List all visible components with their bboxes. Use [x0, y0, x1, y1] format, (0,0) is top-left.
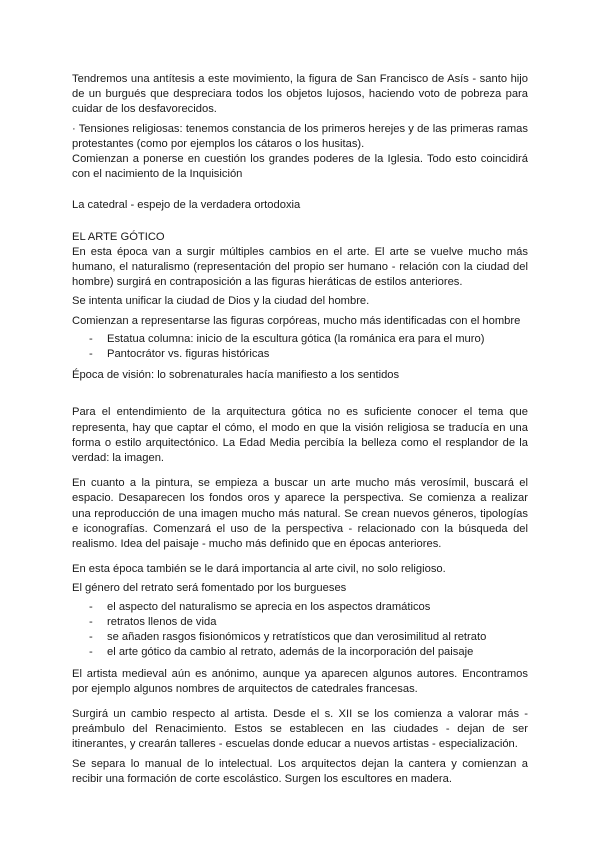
paragraph-figuras-corporeas: Comienzan a representarse las figuras corpóreas, mucho más identificadas con el hombre [72, 314, 521, 327]
dash-bullet: - [89, 646, 93, 659]
list-item [72, 645, 528, 660]
list-item-text: el arte gótico da cambio al retrato, además de la incorporación del paisaje [107, 646, 474, 659]
paragraph-pintura: En cuanto a la pintura, se empieza a buscar un arte mucho más verosímil, buscará el espacio. Desaparecen los fondos oros y aparece la perspectiva. Se comienza a realizar una reproducción de una imagen mucho más natural. Se crean nuevos géneros, tipologías e iconografías. Comenzará el uso de la perspectiva - relacionado con la búsqueda del realismo. Idea del paisaje - mucho más definido que en épocas anteriores. [72, 477, 528, 551]
list-item [72, 630, 528, 645]
list-item [72, 332, 528, 347]
dash-bullet: - [89, 600, 93, 613]
dash-bullet: - [89, 615, 93, 628]
paragraph-arquitectura-gotica: Para el entendimiento de la arquitectura gótica no es suficiente conocer el tema que representa, hay que captar el cómo, el modo en que la visión religiosa se traducía en una forma o estilo arquitectónico. La Edad Media percibía la belleza como el resplandor de la verdad: la imagen. [72, 406, 528, 465]
paragraph-epoca-vision: Época de visión: lo sobrenaturales hacía manifiesto a los sentidos [72, 369, 400, 382]
paragraph-artista-medieval: El artista medieval aún es anónimo, aunque ya aparecen algunos autores. Encontramos por ejemplo algunos nombres de arquitectos de catedrales francesas. [72, 667, 528, 695]
paragraph-manual-intelectual: Se separa lo manual de lo intelectual. Los arquitectos dejan la cantera y comienzan a recibir una formación de corte escolástico. Surgen los escultores en madera. [72, 757, 528, 785]
list-item [72, 347, 528, 362]
section-heading: EL ARTE GÓTICO [72, 230, 165, 243]
paragraph-cambio-artista: Surgirá un cambio respecto al artista. Desde el s. XII se los comienza a valorar más - preámbulo del Renacimiento. Estos se establecen en las ciudades - dejan de ser itinerantes, y crearán talleres - escuelas donde educar a nuevos artistas - especialización. [72, 707, 528, 751]
dash-bullet: - [89, 332, 93, 345]
list-item-text: el aspecto del naturalismo se aprecia en los aspectos dramáticos [107, 600, 431, 613]
paragraph-poderes-iglesia: Comienzan a ponerse en cuestión los grandes poderes de la Iglesia. Todo esto coincidirá con el nacimiento de la Inquisición [72, 153, 528, 181]
list-figuras [72, 332, 528, 362]
list-item [72, 615, 528, 630]
list-item-text: Estatua columna: inicio de la escultura gótica (la románica era para el muro) [107, 332, 485, 345]
paragraph-tensiones-religiosas: · Tensiones religiosas: tenemos constancia de los primeros herejes y de las primeras ramas protestantes (como por ejemplos los cátaros o los husitas). [72, 122, 528, 150]
list-item [72, 600, 528, 615]
paragraph-unificar-ciudad: Se intenta unificar la ciudad de Dios y la ciudad del hombre. [72, 295, 370, 308]
list-retrato [72, 600, 528, 661]
list-item-text: Pantocrátor vs. figuras históricas [107, 348, 270, 361]
paragraph-arte-civil: En esta época también se le dará importancia al arte civil, no solo religioso. [72, 563, 446, 576]
paragraph-catedral: La catedral - espejo de la verdadera ortodoxia [72, 199, 301, 212]
paragraph-san-francisco: Tendremos una antítesis a este movimiento, la figura de San Francisco de Asís - santo hijo de un burgués que despreciara todos los objetos lujosos, haciendo voto de pobreza para cuidar de los desfavorecidos. [72, 73, 528, 116]
dash-bullet: - [89, 631, 93, 644]
paragraph-cambios-arte: En esta época van a surgir múltiples cambios en el arte. El arte se vuelve mucho más humano, el naturalismo (representación del propio ser humano - relación con la ciudad del hombre) surgirá en contraposición a las figuras hieráticas de estilos anteriores. [72, 245, 528, 289]
list-item-text: retratos llenos de vida [107, 615, 217, 628]
paragraph-genero-retrato: El género del retrato será fomentado por los burgueses [72, 582, 347, 595]
dash-bullet: - [89, 348, 93, 361]
list-item-text: se añaden rasgos fisionómicos y retratísticos que dan verosimilitud al retrato [107, 631, 487, 644]
